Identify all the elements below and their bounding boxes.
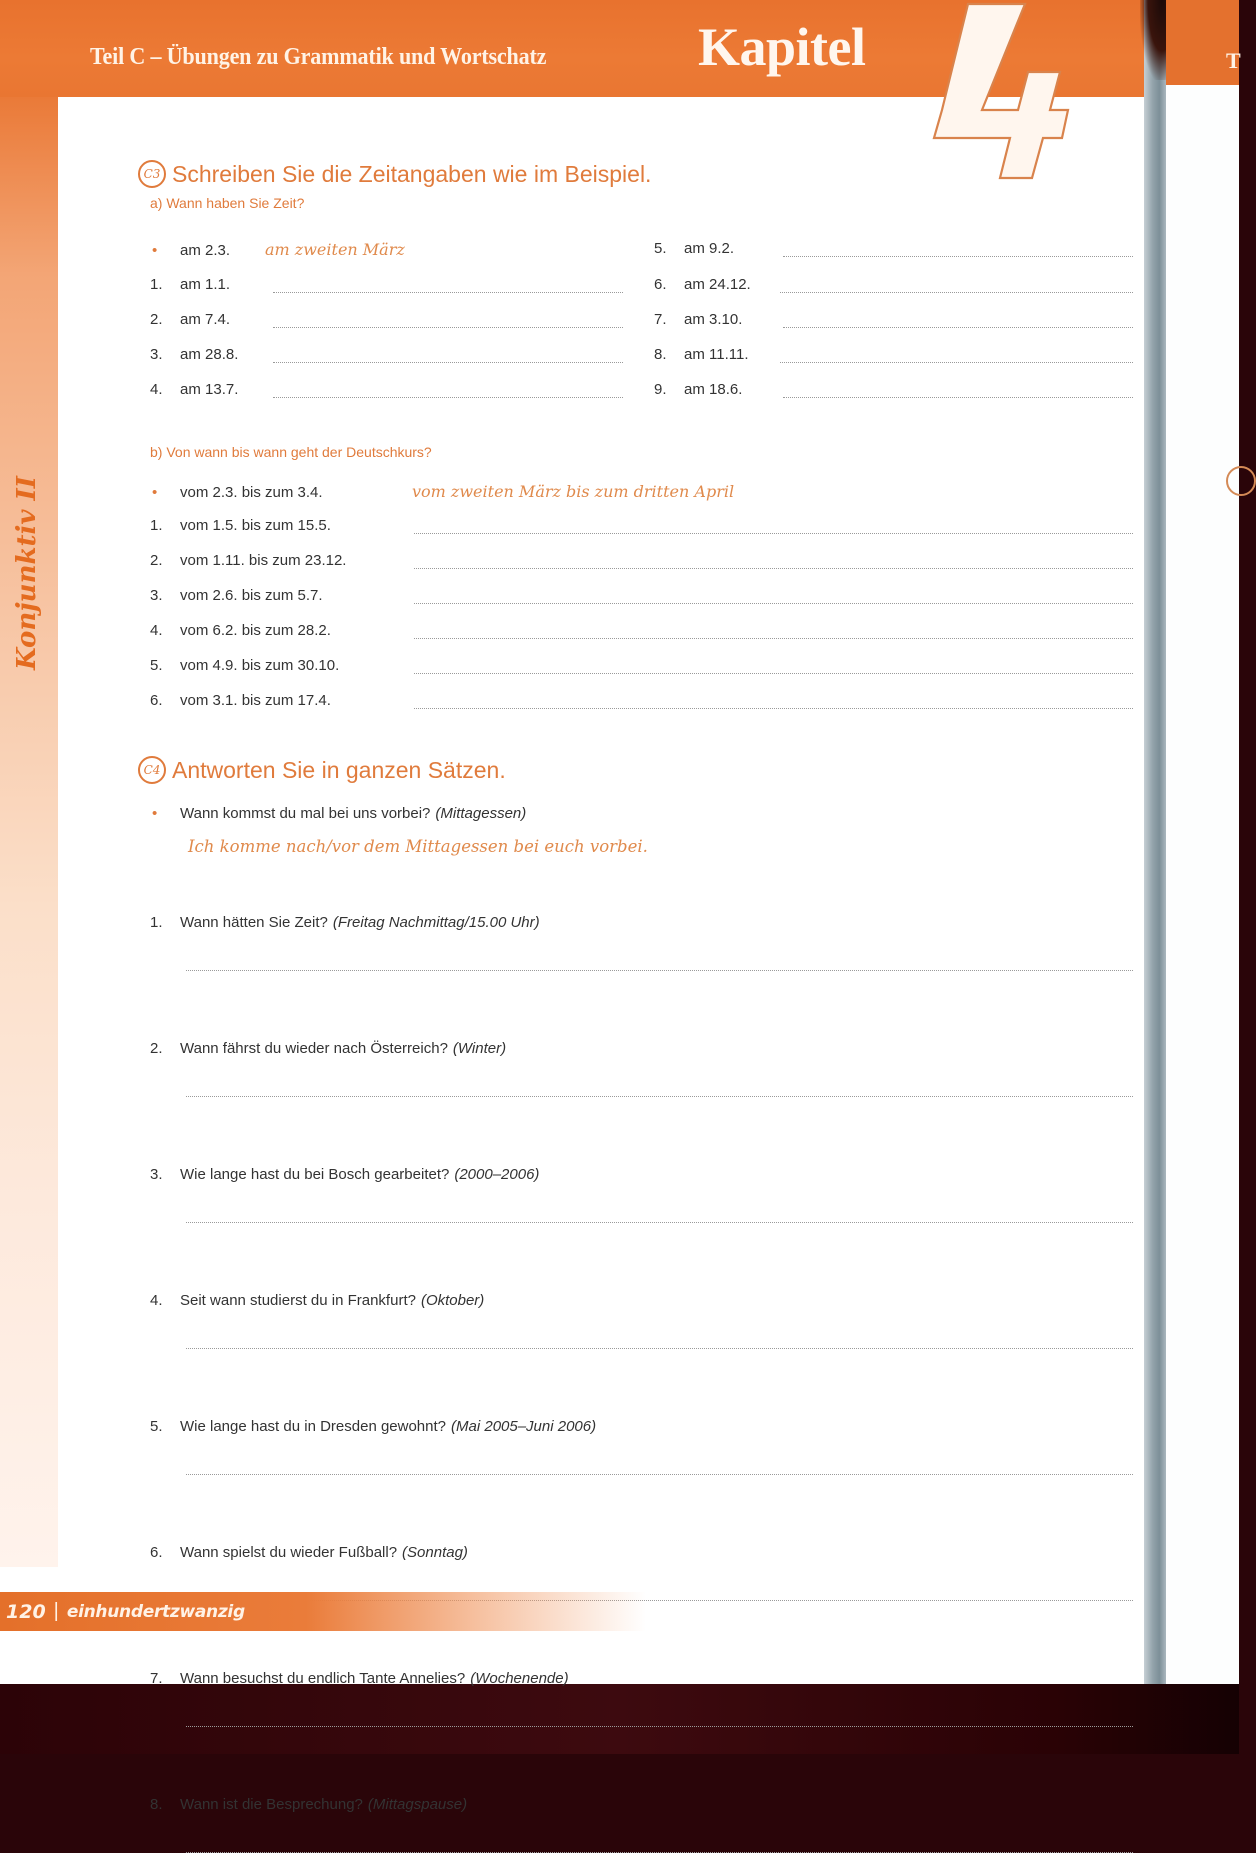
answer-line[interactable]: [414, 568, 1133, 569]
example-answer: Ich komme nach/vor dem Mittagessen bei euch vorbei.: [188, 837, 648, 856]
item-number: 6.: [150, 692, 163, 709]
list-item: [150, 276, 230, 293]
question-hint: (Wochenende): [470, 1670, 569, 1687]
answer-line[interactable]: [783, 397, 1133, 398]
question-hint: (2000–2006): [454, 1166, 540, 1183]
item-number: 4.: [150, 1292, 163, 1309]
item-number: 6.: [654, 276, 667, 293]
question-row: [150, 1166, 539, 1183]
item-number: 1.: [150, 517, 163, 534]
item-number: 8.: [654, 346, 667, 363]
answer-line[interactable]: [414, 533, 1133, 534]
left-margin-strip: [0, 97, 58, 1567]
answer-line[interactable]: [273, 292, 623, 293]
question-row: [150, 1796, 467, 1813]
answer-line[interactable]: [780, 362, 1133, 363]
answer-line[interactable]: [186, 1222, 1133, 1223]
page-footer: [0, 1592, 680, 1631]
question-text: Seit wann studierst du in Frankfurt?: [180, 1292, 416, 1309]
answer-line[interactable]: [186, 970, 1133, 971]
question-row: [150, 1544, 468, 1561]
question-row: [150, 1292, 484, 1309]
item-number: 3.: [150, 1166, 163, 1183]
item-prompt: am 18.6.: [684, 381, 743, 398]
item-prompt: vom 1.11. bis zum 23.12.: [180, 552, 347, 569]
bullet-marker: •: [152, 484, 158, 501]
item-number: 7.: [654, 311, 667, 328]
item-number: 3.: [150, 346, 163, 363]
list-item: [654, 381, 742, 398]
item-number: 6.: [150, 1544, 163, 1561]
item-number: 4.: [150, 622, 163, 639]
chapter-label: Kapitel: [698, 17, 866, 77]
question-text: Wann hätten Sie Zeit?: [180, 914, 328, 931]
item-number: 8.: [150, 1796, 163, 1813]
question-text: Wann fährst du wieder nach Österreich?: [180, 1040, 448, 1057]
answer-line[interactable]: [186, 1474, 1133, 1475]
list-item: [654, 276, 751, 293]
list-item: [654, 240, 734, 257]
book-gutter: [1144, 0, 1166, 1684]
item-number: 2.: [150, 1040, 163, 1057]
item-number: 1.: [150, 276, 163, 293]
item-prompt: am 13.7.: [180, 381, 239, 398]
list-item: [150, 657, 339, 674]
item-prompt: vom 4.9. bis zum 30.10.: [180, 657, 340, 674]
list-item: [654, 346, 748, 363]
answer-line[interactable]: [783, 327, 1133, 328]
question-hint: (Winter): [452, 1040, 507, 1057]
item-prompt: am 7.4.: [180, 311, 231, 328]
part-a-label: a) Wann haben Sie Zeit?: [150, 195, 305, 211]
item-prompt: am 3.10.: [684, 311, 743, 328]
item-number: 2.: [150, 311, 163, 328]
answer-line[interactable]: [273, 327, 623, 328]
exercise-badge: C3: [138, 160, 166, 188]
example-answer: am zweiten März: [265, 240, 405, 259]
answer-line[interactable]: [780, 292, 1133, 293]
exercise-title: Schreiben Sie die Zeitangaben wie im Beispiel.: [172, 160, 652, 187]
item-prompt: vom 2.6. bis zum 5.7.: [180, 587, 323, 604]
answer-line[interactable]: [414, 708, 1133, 709]
question-row: [150, 914, 540, 931]
list-item: [150, 552, 346, 569]
list-item: [150, 381, 238, 398]
section-title: Teil C – Übungen zu Grammatik und Wortschatz: [90, 44, 547, 70]
question-text: Wann ist die Besprechung?: [180, 1796, 363, 1813]
next-page-edge: [1166, 0, 1239, 1684]
item-number: 3.: [150, 587, 163, 604]
question-text: Wie lange hast du in Dresden gewohnt?: [180, 1418, 447, 1435]
question-hint: (Freitag Nachmittag/15.00 Uhr): [332, 914, 540, 931]
item-prompt: am 9.2.: [684, 240, 735, 257]
question-row: [150, 1670, 569, 1687]
page-number: 120: [6, 1600, 46, 1623]
answer-line[interactable]: [273, 362, 623, 363]
example-row: [150, 482, 734, 501]
item-number: 5.: [654, 240, 667, 257]
example-answer: vom zweiten März bis zum dritten April: [412, 482, 735, 501]
side-topic-label: Konjunktiv II: [12, 476, 42, 670]
part-b-label: b) Von wann bis wann geht der Deutschkurs?: [150, 444, 432, 460]
question-hint: (Mittagspause): [367, 1796, 468, 1813]
footer-separator: |: [53, 1600, 59, 1622]
item-number: 7.: [150, 1670, 163, 1687]
item-prompt: am 28.8.: [180, 346, 239, 363]
answer-line[interactable]: [273, 397, 623, 398]
list-item: [150, 346, 238, 363]
chapter-number-4-icon: [850, 0, 1130, 190]
next-page-initial: T: [1226, 48, 1241, 73]
example-row: [150, 240, 405, 259]
question-text: Wann besuchst du endlich Tante Annelies?: [180, 1670, 466, 1687]
item-number: 4.: [150, 381, 163, 398]
answer-line[interactable]: [414, 638, 1133, 639]
answer-line[interactable]: [186, 1096, 1133, 1097]
answer-line[interactable]: [783, 256, 1133, 257]
answer-line[interactable]: [186, 1726, 1133, 1727]
exercise-badge: C4: [138, 756, 166, 784]
example-question: [150, 805, 526, 822]
answer-line[interactable]: [414, 673, 1133, 674]
item-number: 5.: [150, 657, 163, 674]
bullet-marker: •: [152, 242, 158, 259]
background-surface: [0, 1684, 1239, 1754]
item-prompt: vom 1.5. bis zum 15.5.: [180, 517, 331, 534]
exercise-c4-header: [138, 756, 506, 784]
question-text: Wie lange hast du bei Bosch gearbeitet?: [180, 1166, 450, 1183]
question-row: [150, 1040, 506, 1057]
list-item: [150, 622, 331, 639]
question-hint: (Mittagessen): [435, 805, 527, 822]
question-text: Wann kommst du mal bei uns vorbei?: [180, 805, 431, 822]
question-hint: (Sonntag): [402, 1544, 468, 1561]
chapter-number-glyph: [934, 4, 1068, 178]
exercise-title: Antworten Sie in ganzen Sätzen.: [172, 756, 506, 783]
item-prompt: am 1.1.: [180, 276, 231, 293]
list-item: [150, 517, 331, 534]
list-item: [150, 311, 230, 328]
example-prompt: vom 2.3. bis zum 3.4.: [180, 484, 323, 501]
list-item: [150, 692, 331, 709]
example-prompt: am 2.3.: [180, 242, 231, 259]
question-hint: (Oktober): [420, 1292, 485, 1309]
question-text: Wann spielst du wieder Fußball?: [180, 1544, 398, 1561]
next-page-badge-icon: [1226, 466, 1256, 496]
question-row: [150, 1418, 596, 1435]
item-number: 2.: [150, 552, 163, 569]
item-prompt: vom 3.1. bis zum 17.4.: [180, 692, 331, 709]
item-number: 1.: [150, 914, 163, 931]
item-prompt: vom 6.2. bis zum 28.2.: [180, 622, 331, 639]
item-prompt: am 11.11.: [684, 346, 749, 363]
item-number: 5.: [150, 1418, 163, 1435]
list-item: [150, 587, 323, 604]
answer-line[interactable]: [414, 603, 1133, 604]
list-item: [654, 311, 742, 328]
item-prompt: am 24.12.: [684, 276, 751, 293]
bullet-marker: •: [152, 805, 158, 822]
exercise-c3-header: [138, 160, 651, 188]
page-number-word: einhundertzwanzig: [66, 1601, 245, 1622]
question-hint: (Mai 2005–Juni 2006): [451, 1418, 597, 1435]
answer-line[interactable]: [186, 1348, 1133, 1349]
item-number: 9.: [654, 381, 667, 398]
